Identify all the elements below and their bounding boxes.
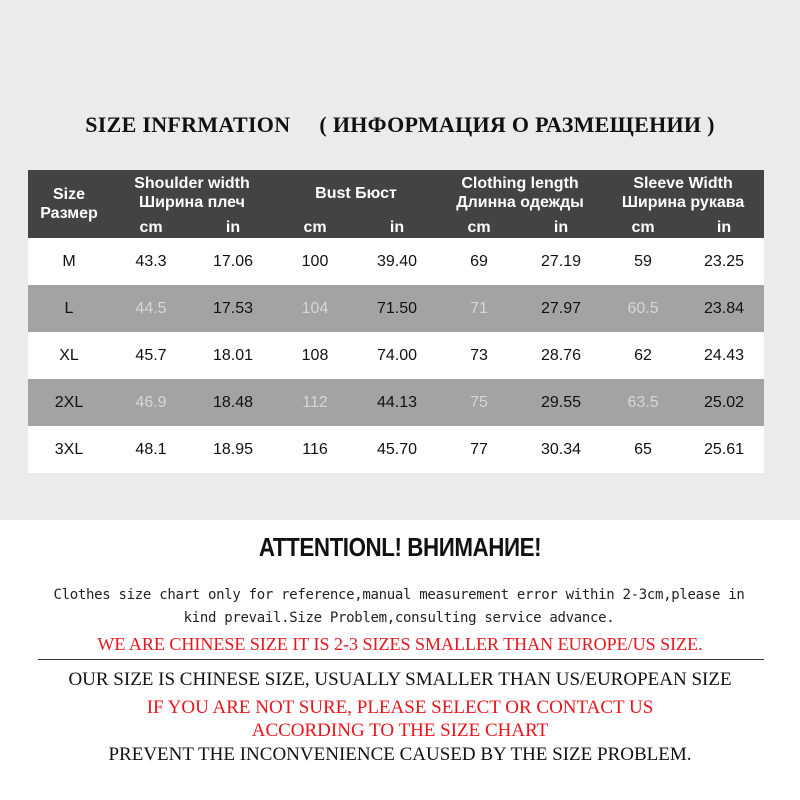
table-row xyxy=(28,379,764,426)
table-row xyxy=(28,426,764,473)
table-cell: 71.50 xyxy=(356,285,438,332)
table-cell: 23.84 xyxy=(684,285,764,332)
contact-note: IF YOU ARE NOT SURE, PLEASE SELECT OR CONTACT US xyxy=(146,696,654,718)
table-cell: 30.34 xyxy=(520,426,602,473)
table-cell: 77 xyxy=(438,426,520,473)
table-cell: 60.5 xyxy=(602,285,684,332)
table-cell: 39.40 xyxy=(356,238,438,285)
table-cell: 73 xyxy=(438,332,520,379)
clothing-length-header xyxy=(438,170,602,216)
inconvenience-note: PREVENT THE INCONVENIENCE CAUSED BY THE SIZE PROBLEM. xyxy=(108,743,692,765)
attention-heading: ATTENTIONL! ВНИМАНИЕ! xyxy=(258,532,542,562)
table-cell: 25.61 xyxy=(684,426,764,473)
table-cell: 100 xyxy=(274,238,356,285)
unit-label: cm xyxy=(110,216,192,238)
chinese-size-warning: WE ARE CHINESE SIZE IT IS 2-3 SIZES SMALLER THAN EUROPE/US SIZE. xyxy=(97,634,703,654)
size-cell: M xyxy=(28,238,110,285)
measurement-note: Clothes size chart only for reference,manual measurement error within 2-3cm,please in kind prevail.Size Problem,consulting service advance. xyxy=(53,587,745,626)
table-cell: 29.55 xyxy=(520,379,602,426)
table-cell: 28.76 xyxy=(520,332,602,379)
unit-label: in xyxy=(520,216,602,238)
table-cell: 69 xyxy=(438,238,520,285)
unit-label: cm xyxy=(438,216,520,238)
shoulder-width-header xyxy=(110,170,274,216)
table-cell: 45.7 xyxy=(110,332,192,379)
unit-label: in xyxy=(192,216,274,238)
table-cell: 43.3 xyxy=(110,238,192,285)
size-advice-block xyxy=(0,668,800,766)
table-cell: 25.02 xyxy=(684,379,764,426)
table-cell: 46.9 xyxy=(110,379,192,426)
table-cell: 24.43 xyxy=(684,332,764,379)
group-label-en: Clothing length xyxy=(461,175,579,192)
table-row xyxy=(28,238,764,285)
table-cell: 62 xyxy=(602,332,684,379)
table-header-row xyxy=(28,170,764,216)
size-cell: XL xyxy=(28,332,110,379)
table-row xyxy=(28,285,764,332)
bust-header xyxy=(274,170,438,216)
size-header-ru: Размер xyxy=(40,205,98,222)
table-cell: 108 xyxy=(274,332,356,379)
table-cell: 59 xyxy=(602,238,684,285)
size-table xyxy=(28,170,764,473)
table-cell: 116 xyxy=(274,426,356,473)
group-label-en: Sleeve Width xyxy=(633,175,733,192)
table-cell: 18.95 xyxy=(192,426,274,473)
table-cell: 45.70 xyxy=(356,426,438,473)
table-cell: 44.13 xyxy=(356,379,438,426)
sleeve-width-header xyxy=(602,170,764,216)
unit-label: cm xyxy=(274,216,356,238)
table-cell: 71 xyxy=(438,285,520,332)
group-label-en: Shoulder width xyxy=(134,175,250,192)
table-cell: 17.06 xyxy=(192,238,274,285)
size-column-header xyxy=(28,170,110,238)
unit-label: in xyxy=(356,216,438,238)
table-cell: 27.19 xyxy=(520,238,602,285)
unit-label: in xyxy=(684,216,764,238)
table-cell: 75 xyxy=(438,379,520,426)
table-cell: 17.53 xyxy=(192,285,274,332)
table-cell: 44.5 xyxy=(110,285,192,332)
table-cell: 48.1 xyxy=(110,426,192,473)
table-cell: 18.01 xyxy=(192,332,274,379)
table-cell: 63.5 xyxy=(602,379,684,426)
size-cell: 2XL xyxy=(28,379,110,426)
size-cell: 3XL xyxy=(28,426,110,473)
unit-header-row xyxy=(28,216,764,238)
table-cell: 65 xyxy=(602,426,684,473)
unit-label: cm xyxy=(602,216,684,238)
table-cell: 27.97 xyxy=(520,285,602,332)
table-cell: 74.00 xyxy=(356,332,438,379)
chinese-size-note: OUR SIZE IS CHINESE SIZE, USUALLY SMALLER THAN US/EUROPEAN SIZE xyxy=(68,669,732,690)
group-label-ru: Ширина плеч xyxy=(139,194,245,211)
group-label-ru: Ширина рукава xyxy=(621,194,745,211)
table-cell: 104 xyxy=(274,285,356,332)
table-row xyxy=(28,332,764,379)
size-chart-note: ACCORDING TO THE SIZE CHART xyxy=(251,720,549,741)
size-header-en: Size xyxy=(52,186,85,203)
table-cell: 112 xyxy=(274,379,356,426)
divider xyxy=(38,659,764,660)
table-cell: 18.48 xyxy=(192,379,274,426)
page-title: SIZE INFRMATION ( ИНФОРМАЦИЯ О РАЗМЕЩЕНИИ ) xyxy=(85,112,715,137)
table-cell: 23.25 xyxy=(684,238,764,285)
size-cell: L xyxy=(28,285,110,332)
group-label-en: Bust Бюст xyxy=(315,184,397,202)
group-label-ru: Длинна одежды xyxy=(456,194,584,211)
